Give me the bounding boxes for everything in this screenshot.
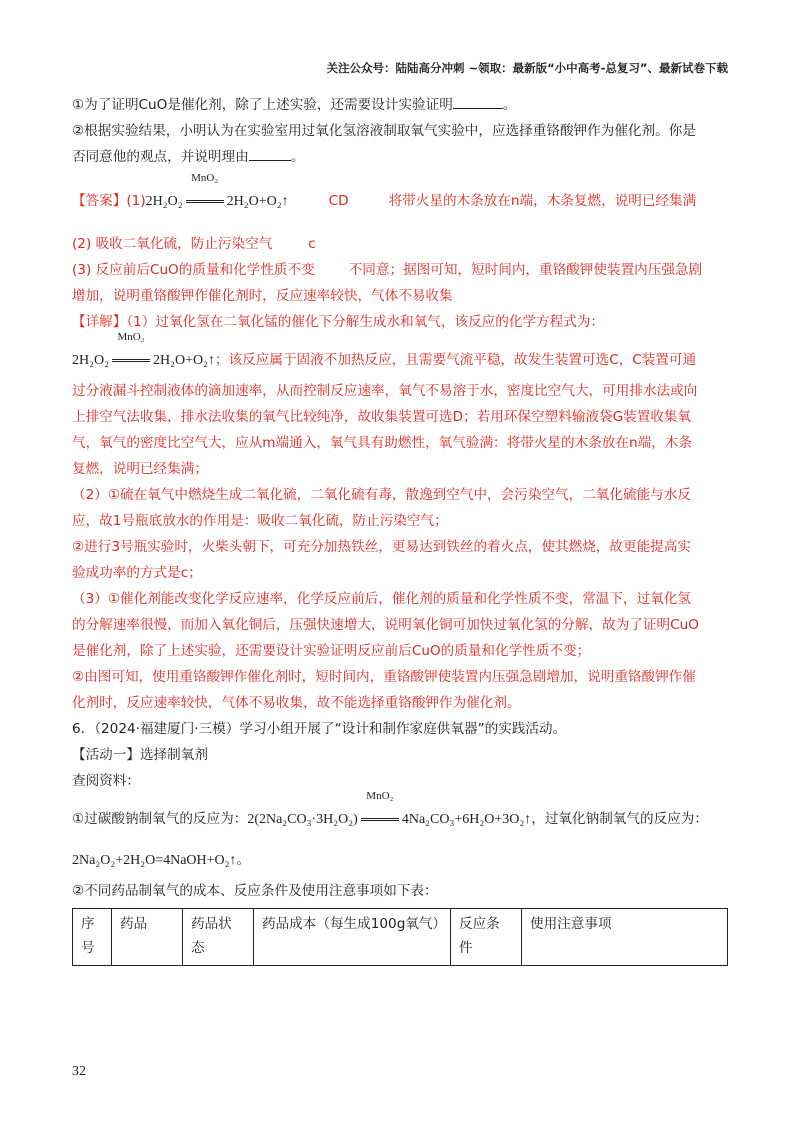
detail-line: 的分解速率很慢，而加入氧化铜后，压强快速增大，说明氧化铜可加快过氧化氢的分解，故为了证明CuO [72,617,699,633]
detail-line: 复燃，说明已经集满； [72,461,208,477]
detail-line: （3）①催化剂能改变化学反应速率，化学反应前后，催化剂的质量和化学性质不变，常温下，过氧化氢 [72,591,691,607]
detail-line: 过分液漏斗控制液体的滴加速率，从而控制反应速率，氧气不易溶于水，密度比空气大，可用排水法或向 [72,383,698,399]
punctuation: 。 [236,852,251,868]
detail-line: ②由图可知，使用重铬酸钾作催化剂时，短时间内，重铬酸钾使装置内压强急剧增加，说明重铬酸钾作催 [72,669,696,685]
table-header-cell: 序号 [73,909,112,966]
detail-line [72,309,732,335]
detail-line: 化剂时，反应速率较快，气体不易收集，故不能选择重铬酸钾作为催化剂。 [72,695,521,711]
detail-label: 【详解】 [72,314,127,330]
reaction-text: ，过氧化钠制氧气的反应为： [531,811,708,827]
punctuation: 。 [502,97,517,113]
equation-left: 2(2Na₂CO₃·3H₂O₂) [247,812,358,827]
table-header-row [73,909,728,966]
catalyst-label: MnO₂ [191,172,219,184]
equation-right: 4Na₂CO₃+6H₂O+3O₂↑ [401,812,532,827]
equation-right: 2H₂O+O₂↑ [226,194,289,209]
reagent-table [72,908,728,966]
answer-line [72,231,732,257]
equation [247,790,532,827]
page-number: 32 [72,1064,86,1079]
document-body [72,92,732,966]
reaction-line [72,843,732,878]
question-text: ①为了证明CuO是催化剂，除了上述实验，还需要设计实验证明 [72,97,453,113]
detail-line: ②进行3号瓶实验时，火柴头朝下，可充分加热铁丝，更易达到铁丝的着火点，使其燃烧，故更能提高实 [72,539,691,555]
equation-right: 2H₂O+O₂↑ [152,353,215,368]
reaction-line [72,790,732,837]
question-text: 否同意他的观点，并说明理由 [72,149,249,165]
table-header-cell: 药品成本（每生成100g氧气） [254,909,451,966]
answer-line [72,257,732,283]
equation [72,331,215,368]
detail-line: 验成功率的方式是c； [72,565,202,581]
catalyst-arrow [358,790,402,837]
answer-blank [249,146,291,161]
equation-left: 2H₂O₂ [72,353,109,368]
detail-text: （1）过氧化氢在二氧化锰的催化下分解生成水和氧气，该反应的化学方程式为： [126,314,605,330]
detail-line: 气，氧气的密度比空气大，应从m端通入，氧气具有助燃性，氧气验满：将带火星的木条放在n端，木条 [72,435,692,451]
detail-line: 是催化剂，除了上述实验，还需要设计实验证明反应前后CuO的质量和化学性质不变； [72,643,591,659]
catalyst-arrow [109,331,153,378]
table-header-cell: 使用注意事项 [522,909,728,966]
answer-line [72,172,732,219]
punctuation: 。 [290,149,305,165]
question-line: ②根据实验结果，小明认为在实验室用过氧化氢溶液制取氧气实验中，应选择重铬酸钾作为催化剂。你是 [72,123,696,139]
answer-value: CD [328,193,349,209]
question-line [72,144,732,170]
equation-left: 2H₂O₂ [145,194,183,209]
reaction-text: ①过碳酸钠制氧气的反应为： [72,811,248,827]
detail-line: （2）①硫在氧气中燃烧生成二氧化硫，二氧化硫有毒，散逸到空气中，会污染空气，二氧化硫能与水反 [72,487,691,503]
answer-value: (2) 吸收二氧化硫，防止污染空气 [72,236,273,252]
reference-label: 查阅资料： [72,773,140,789]
catalyst-arrow [183,172,227,219]
answer-value: 不同意；据图可知，短时间内，重铬酸钾使装置内压强急剧 [348,262,703,278]
activity-heading: 【活动一】选择制氧剂 [72,747,208,763]
table-header-cell: 药品状态 [183,909,254,966]
answer-value: 将带火星的木条放在n端，木条复燃，说明已经集满 [388,193,697,209]
equation [145,172,289,209]
detail-text: ；该反应属于固液不加热反应，且需要气流平稳，故发生装置可选C，C装置可通 [214,352,697,368]
page-header: 关注公众号：陆陆高分冲刺 ~领取：最新版“小中高考-总复习”、最新试卷下载 [326,61,728,75]
question-line [72,92,732,118]
detail-line [72,331,732,378]
answer-value: (3) 反应前后CuO的质量和化学性质不变 [72,262,315,278]
catalyst-label: MnO₂ [117,331,145,343]
question-title: 6．（2024·福建厦门·三模）学习小组开展了“设计和制作家庭供氧器”的实践活动。 [72,721,567,737]
answer-value: c [308,236,316,252]
detail-line: 应，故1号瓶底放水的作用是：吸收二氧化硫，防止污染空气； [72,513,448,529]
answer-blank [453,94,503,109]
equation: 2Na₂O₂+2H₂O=4NaOH+O₂↑ [72,853,237,868]
answer-label: 【答案】(1) [72,193,146,209]
table-header-cell: 药品 [112,909,183,966]
table-intro: ②不同药品制氧气的成本、反应条件及使用注意事项如下表： [72,883,438,899]
table-header-cell: 反应条件 [451,909,522,966]
answer-line: 增加，说明重铬酸钾作催化剂时，反应速率较快，气体不易收集 [72,288,453,304]
detail-line: 上排空气法收集，排水法收集的氧气比较纯净，故收集装置可选D；若用环保空塑料输液袋G装置收集氧 [72,409,692,425]
catalyst-label: MnO₂ [366,790,394,802]
